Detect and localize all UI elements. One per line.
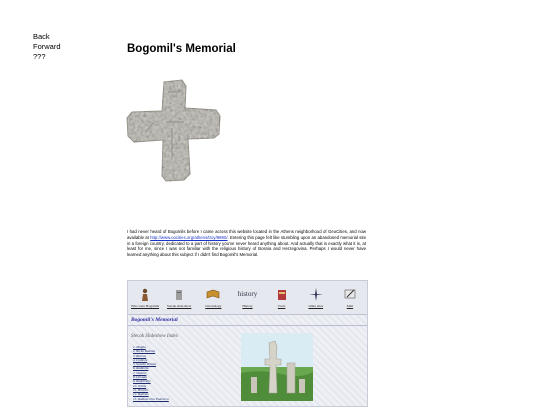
- intro-paragraph: I had never heard of Bogomils before I came across this website located in the Athens neighborhood of GeoCities, and now available at http://www.oocities.org/athens/troy/9890/. Entering this page felt like stumbling upon an abandoned memorial site in a foreign country, dedicated to a part of history you've never heard anything about. And actually that is exactly what it is, at least for me, since I was not familiar with the religious history of Bosnia and Herzegovina. Perhaps I would never have learned anything about this subject if I didn't find Bogomil's Memorial.: [127, 229, 366, 258]
- tombstone-icon: [174, 287, 184, 301]
- list-item[interactable]: 2. Brcko Radmia: [133, 349, 156, 354]
- list-item[interactable]: 8. Donada: [133, 375, 147, 380]
- slideshow-index-list: [133, 345, 169, 401]
- list-item[interactable]: 5. Savetin Riistan: [133, 362, 157, 367]
- list-item[interactable]: 1. Mogila: [133, 345, 146, 349]
- slideshow-index-heading: Stecak Slideshow Index: [131, 334, 178, 339]
- site-screenshot: [127, 280, 368, 407]
- list-item[interactable]: 10. Trebis: [133, 383, 147, 388]
- list-item[interactable]: 11. Hrnilici: [133, 387, 149, 392]
- list-item[interactable]: 13. Radimir/elcu Podvecca: [133, 396, 169, 401]
- list-item[interactable]: 4. Ljubinje: [133, 357, 148, 362]
- nav-tools[interactable]: Tools: [268, 287, 296, 308]
- nav-history[interactable]: history History: [233, 287, 261, 308]
- figure-icon: [140, 287, 150, 301]
- nav-chronology[interactable]: Chronology: [199, 287, 227, 308]
- list-item[interactable]: 3. Bilecca: [133, 353, 147, 358]
- nav-mail[interactable]: Mail: [336, 287, 364, 308]
- stecak-photo: [241, 333, 313, 401]
- forward-link[interactable]: Forward: [33, 42, 61, 51]
- pen-icon: [344, 287, 356, 301]
- nav-stecak-slide-show[interactable]: Stecak slide show: [165, 287, 193, 308]
- back-link[interactable]: Back: [33, 32, 50, 41]
- list-item[interactable]: 12. Rudmns: [133, 392, 149, 397]
- tools-icon: [277, 287, 287, 301]
- nav-who-were-bogomils[interactable]: Who were Bogomils: [131, 287, 159, 308]
- embedded-divider: [128, 325, 367, 326]
- list-item[interactable]: 7. Stolhici: [133, 370, 147, 375]
- compass-icon: [309, 287, 323, 301]
- nav-other-sites[interactable]: Other sites: [302, 287, 330, 308]
- history-icon: history: [237, 290, 258, 298]
- page-title: Bogomil's Memorial: [127, 43, 236, 55]
- oocities-link[interactable]: http://www.oocities.org/athens/troy/9890/: [150, 234, 228, 240]
- embedded-site-title: Bogomil's Memorial: [131, 317, 178, 323]
- embedded-nav-bar: [128, 281, 367, 315]
- nav-links: [33, 32, 61, 62]
- mystery-link[interactable]: ???: [33, 52, 46, 61]
- list-item[interactable]: 9. Radolhelje: [133, 379, 151, 384]
- stone-cross-image: [124, 78, 224, 182]
- list-item[interactable]: 6. Radimlja: [133, 366, 149, 371]
- book-icon: [206, 287, 220, 301]
